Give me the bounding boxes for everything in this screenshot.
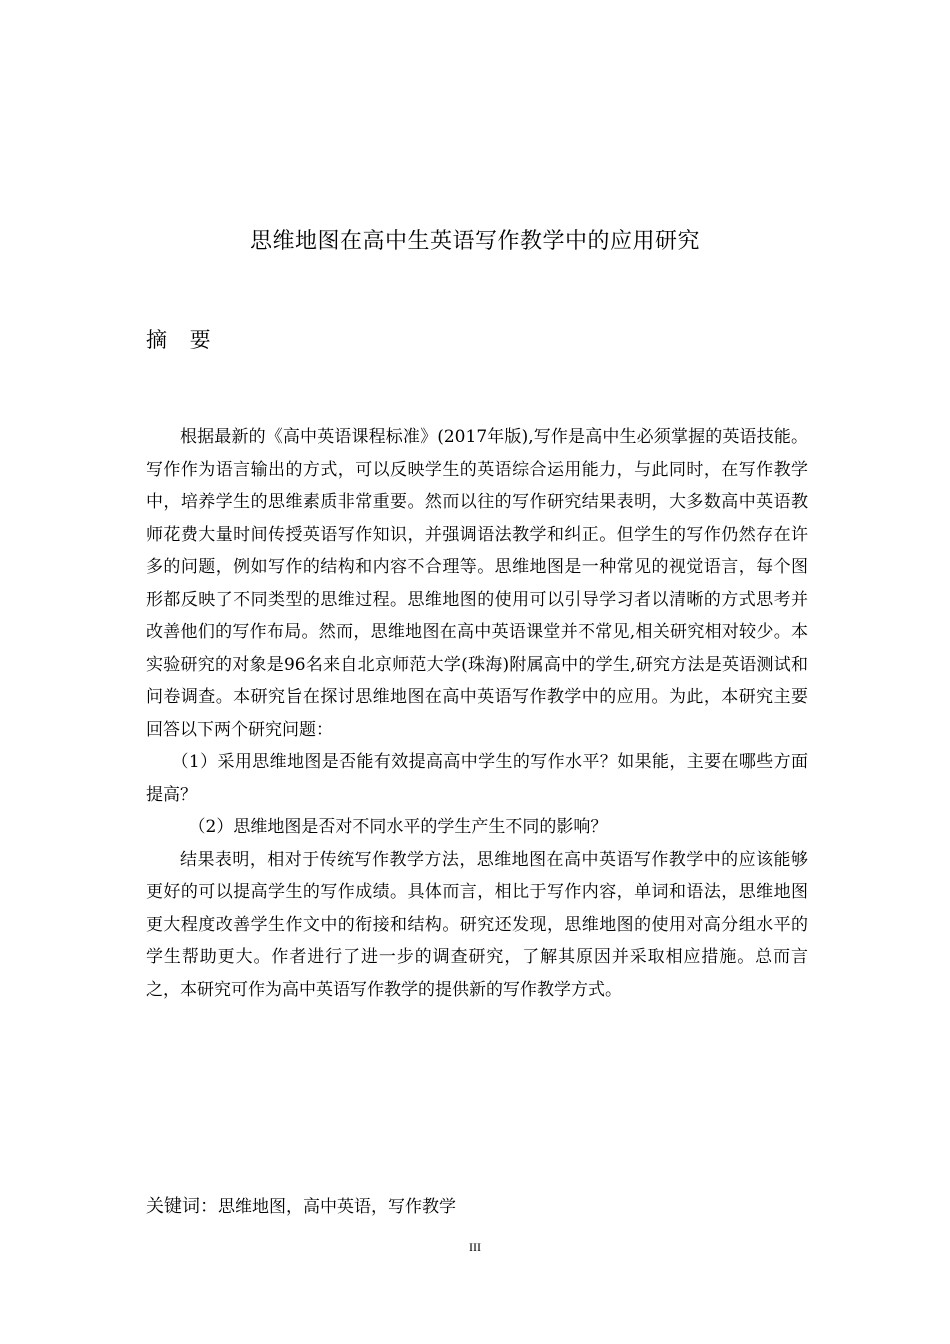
abstract-paragraph-intro: 根据最新的《高中英语课程标准》(2017年版),写作是高中生必须掌握的英语技能。写作作为语言输出的方式，可以反映学生的英语综合运用能力，与此同时，在写作教学中，培养学生的思维素质非常重要。然而以往的写作研究结果表明，大多数高中英语教师花费大量时间传授英语写作知识，并强调语法教学和纠正。但学生的写作仍然存在许多的问题，例如写作的结构和内容不合理等。思维地图是一种常见的视觉语言，每个图形都反映了不同类型的思维过程。思维地图的使用可以引导学习者以清晰的方式思考并改善他们的写作布局。然而，思维地图在高中英语课堂并不常见,相关研究相对较少。本实验研究的对象是96名来自北京师范大学(珠海)附属高中的学生,研究方法是英语测试和问卷调查。本研究旨在探讨思维地图在高中英语写作教学中的应用。为此，本研究主要回答以下两个研究问题： [146, 427, 808, 740]
abstract-heading: 摘 要 [146, 328, 219, 352]
research-question-2: （2）思维地图是否对不同水平的学生产生不同的影响？ [188, 817, 608, 837]
document-title: 思维地图在高中生英语写作教学中的应用研究 [249, 229, 700, 254]
research-question-1: （1）采用思维地图是否能有效提高高中学生的写作水平？如果能，主要在哪些方面提高？ [146, 752, 808, 805]
keywords-line [146, 1191, 456, 1223]
keywords-value: 思维地图，高中英语，写作教学 [218, 1197, 456, 1217]
keywords-label: 关键词： [146, 1196, 218, 1217]
abstract-body [146, 421, 808, 1006]
page-number: III [469, 1240, 481, 1254]
abstract-paragraph-results: 结果表明，相对于传统写作教学方法，思维地图在高中英语写作教学中的应该能够更好的可以提高学生的写作成绩。具体而言，相比于写作内容，单词和语法，思维地图更大程度改善学生作文中的衔接和结构。研究还发现，思维地图的使用对高分组水平的学生帮助更大。作者进行了进一步的调查研究，了解其原因并采取相应措施。总而言之，本研究可作为高中英语写作教学的提供新的写作教学方式。 [146, 849, 808, 1000]
